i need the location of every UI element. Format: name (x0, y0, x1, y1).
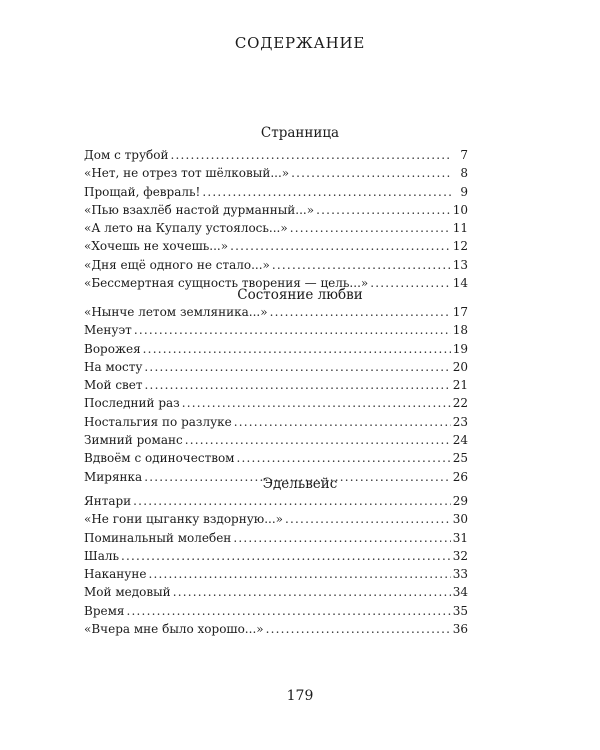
toc-entry-title: «Вчера мне было хорошо...» (84, 622, 264, 637)
toc-entry-title: «А лето на Купалу устоялось...» (84, 221, 288, 236)
dot-leader (233, 529, 450, 547)
dot-leader (173, 583, 451, 601)
dot-leader (202, 183, 452, 201)
toc-entry-title: Менуэт (84, 323, 132, 338)
dot-leader (237, 449, 451, 467)
toc-entry-page: 18 (452, 323, 468, 338)
toc-entry-page: 23 (452, 414, 468, 429)
dot-leader (143, 340, 451, 358)
toc-entry-page: 31 (452, 530, 468, 545)
toc-entry-page: 10 (452, 202, 468, 217)
toc-entry (84, 431, 468, 449)
toc-entry (84, 620, 468, 638)
toc-entry (84, 492, 468, 510)
toc-entry-title: Шаль (84, 548, 120, 563)
toc-entry-page: 25 (452, 451, 468, 466)
toc-entry-page: 30 (452, 512, 468, 527)
toc-entry-title: Накануне (84, 567, 147, 582)
toc-entry-page: 12 (452, 239, 468, 254)
toc-entry-page: 29 (452, 494, 468, 508)
dot-leader (185, 431, 451, 449)
toc-entry (84, 256, 468, 274)
toc-entry-page: 9 (460, 184, 468, 199)
toc-entry-page: 14 (452, 276, 468, 291)
toc-entry (84, 164, 468, 182)
toc-entry-title: Дом с трубой (84, 148, 169, 162)
page-number: 179 (286, 688, 314, 704)
toc-entry-title: Ностальгия по разлуке (84, 414, 232, 429)
dot-leader (230, 237, 451, 255)
toc-entry-title: Ворожея (84, 341, 141, 356)
toc-entry (84, 237, 468, 255)
toc-entry (84, 583, 468, 601)
toc-entry-title: Мой медовый (84, 585, 171, 600)
dot-leader (291, 164, 452, 182)
toc-entry-title: Вдвоём с одиночеством (84, 451, 235, 466)
toc-entry (84, 303, 468, 321)
toc-entry (84, 394, 468, 412)
dot-leader (285, 510, 451, 528)
dot-leader (266, 620, 451, 638)
toc-entry (84, 602, 468, 620)
section-title-edelveis: Эдельвейс (262, 476, 338, 492)
section-title-strannitsa: Странница (260, 125, 340, 141)
dot-leader (127, 602, 451, 620)
toc-entry-title: «Пью взахлёб настой дурманный...» (84, 202, 315, 217)
dot-leader (316, 201, 451, 219)
toc-list-edelveis (84, 492, 468, 638)
toc-entry (84, 510, 468, 528)
toc-entry-page: 20 (452, 359, 468, 374)
toc-entry (84, 183, 468, 201)
toc-entry (84, 413, 468, 431)
toc-entry (84, 219, 468, 237)
toc-entry (84, 358, 468, 376)
toc-list-sostoyanie-lyubvi (84, 303, 468, 486)
toc-entry-title: Янтари (84, 494, 132, 508)
toc-entry-title: «Не гони цыганку вздорную...» (84, 512, 284, 527)
toc-entry (84, 547, 468, 565)
toc-entry-page: 21 (452, 378, 468, 393)
toc-entry-title: «Хочешь не хочешь...» (84, 239, 229, 254)
page-title: СОДЕРЖАНИЕ (234, 34, 366, 52)
toc-entry-title: «Бессмертная сущность творения — цель...» (84, 276, 369, 291)
toc-entry-page: 22 (452, 396, 468, 411)
toc-entry-title: «Нет, не отрез тот шёлковый...» (84, 166, 290, 181)
toc-entry (84, 449, 468, 467)
toc-entry (84, 565, 468, 583)
toc-entry-page: 26 (452, 469, 468, 484)
dot-leader (148, 565, 450, 583)
toc-entry-page: 35 (452, 603, 468, 618)
dot-leader (171, 146, 453, 164)
dot-leader (182, 394, 451, 412)
toc-entry-title: На мосту (84, 359, 143, 374)
toc-entry-page: 19 (452, 341, 468, 356)
toc-entry (84, 321, 468, 339)
toc-entry-page: 8 (460, 166, 468, 181)
dot-leader (234, 413, 451, 431)
dot-leader (144, 358, 450, 376)
dot-leader (121, 547, 451, 565)
toc-entry-page: 24 (452, 433, 468, 448)
toc-entry-title: Мирянка (84, 469, 143, 484)
toc-entry-page: 17 (452, 305, 468, 319)
toc-entry-title: Прощай, февраль! (84, 184, 201, 199)
dot-leader (270, 303, 451, 321)
dot-leader (290, 219, 451, 237)
section-title-sostoyanie-lyubvi: Состояние любви (237, 287, 363, 303)
toc-entry-title: «Нынче летом земляника...» (84, 305, 268, 319)
toc-entry-title: Мой свет (84, 378, 143, 393)
toc-entry-page: 36 (452, 622, 468, 637)
toc-list-strannitsa (84, 146, 468, 292)
toc-entry (84, 340, 468, 358)
toc-entry (84, 201, 468, 219)
dot-leader (272, 256, 451, 274)
toc-entry-title: Последний раз (84, 396, 180, 411)
toc-entry (84, 529, 468, 547)
toc-entry-title: «Дня ещё одного не стало...» (84, 257, 270, 272)
dot-leader (133, 492, 451, 510)
toc-entry-page: 34 (452, 585, 468, 600)
toc-entry-page: 13 (452, 257, 468, 272)
toc-entry (84, 146, 468, 164)
toc-entry (84, 376, 468, 394)
toc-entry-page: 33 (452, 567, 468, 582)
toc-entry-title: Время (84, 603, 125, 618)
dot-leader (145, 376, 451, 394)
toc-entry-title: Поминальный молебен (84, 530, 232, 545)
toc-entry-page: 32 (452, 548, 468, 563)
toc-entry-title: Зимний романс (84, 433, 183, 448)
toc-entry-page: 7 (460, 148, 468, 162)
dot-leader (134, 321, 451, 339)
toc-entry-page: 11 (452, 221, 468, 236)
